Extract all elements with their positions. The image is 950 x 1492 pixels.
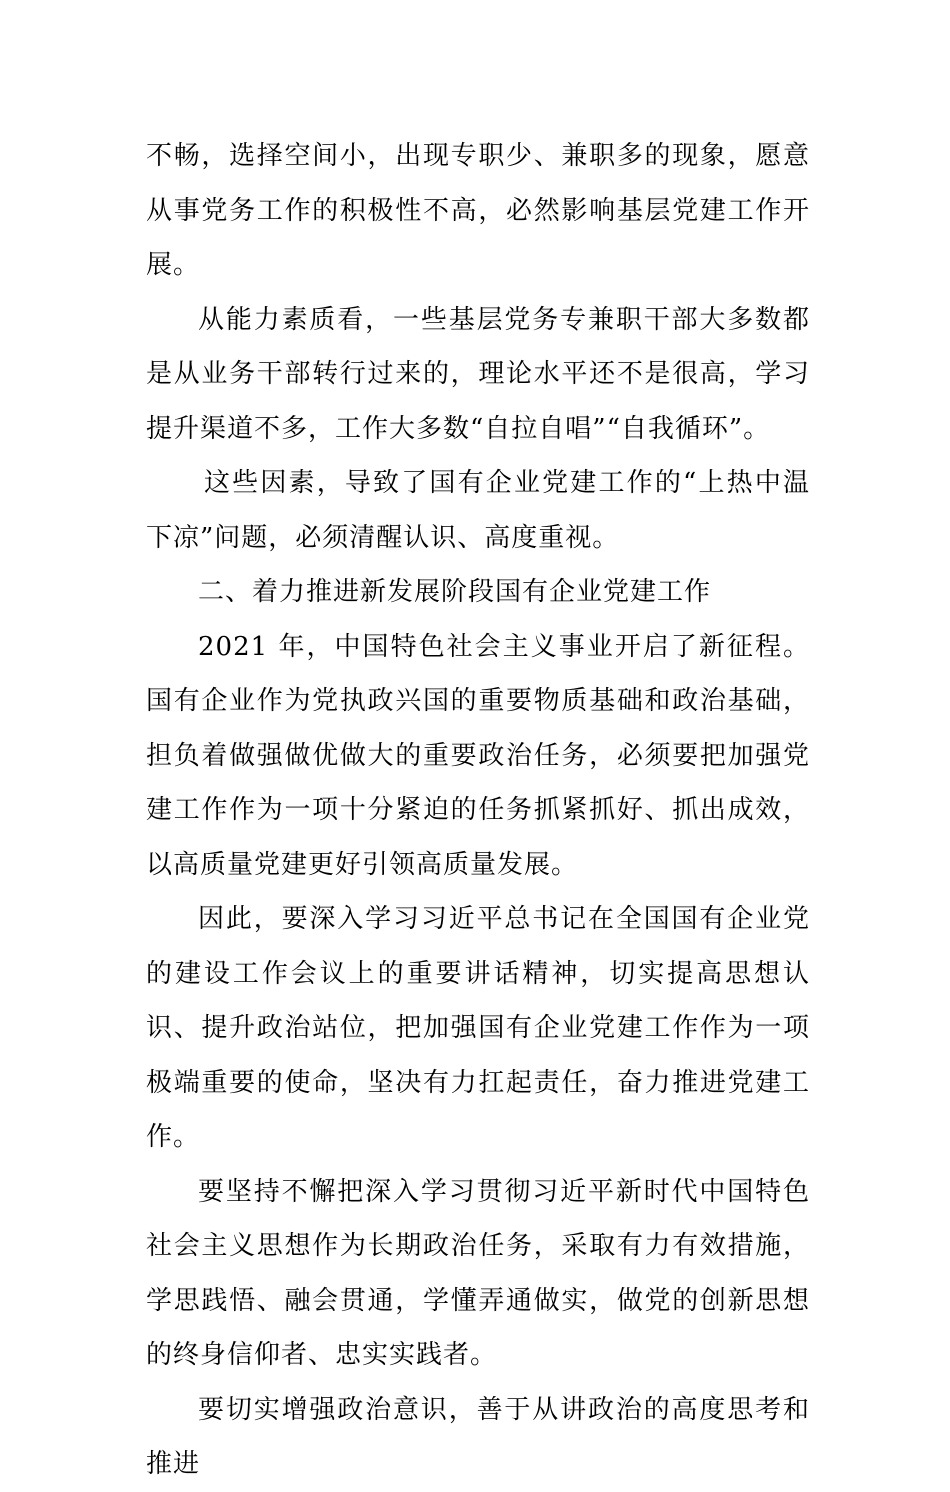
paragraph-ability-quality: 从能力素质看，一些基层党务专兼职干部大多数都是从业务干部转行过来的，理论水平还不是很高，学习提升渠道不多，工作大多数“自拉自唱”“自我循环”。 [146, 304, 810, 444]
document-page [146, 129, 810, 1492]
paragraph-2021: 2021 年，中国特色社会主义事业开启了新征程。国有企业作为党执政兴国的重要物质基础和政治基础，担负着做强做优做大的重要政治任务，必须要把加强党建工作作为一项十分紧迫的任务抓紧抓好、抓出成效，以高质量党建更好引领高质量发展。 [146, 631, 810, 880]
paragraph-therefore: 因此，要深入学习习近平总书记在全国国有企业党的建设工作会议上的重要讲话精神，切实提高思想认识、提升政治站位，把加强国有企业党建工作作为一项极端重要的使命，坚决有力扛起责任，奋力推进党建工作。 [146, 904, 810, 1152]
paragraph-continued: 不畅，选择空间小，出现专职少、兼职多的现象，愿意从事党务工作的积极性不高，必然影响基层党建工作开展。 [146, 141, 810, 280]
paragraph-political-awareness: 要切实增强政治意识，善于从讲政治的高度思考和推进 [146, 1394, 810, 1479]
paragraph-factors: 这些因素，导致了国有企业党建工作的“上热中温下凉”问题，必须清醒认识、高度重视。 [146, 468, 810, 553]
section-heading: 二、着力推进新发展阶段国有企业党建工作 [198, 577, 712, 607]
paragraph-persist: 要坚持不懈把深入学习贯彻习近平新时代中国特色社会主义思想作为长期政治任务，采取有力有效措施，学思践悟、融会贯通，学懂弄通做实，做党的创新思想的终身信仰者、忠实实践者。 [146, 1176, 810, 1370]
